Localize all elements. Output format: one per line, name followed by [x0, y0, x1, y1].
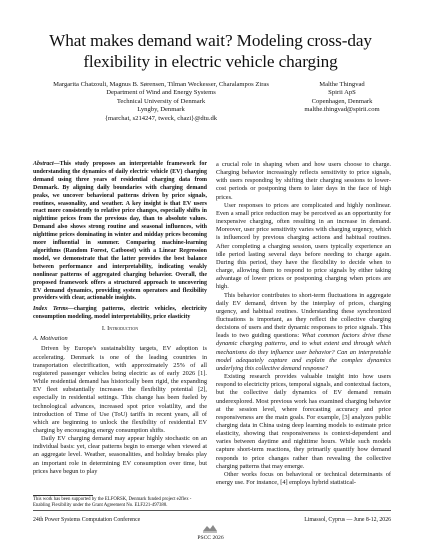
author-organization: Spirii ApS [328, 89, 356, 97]
author-names: Margarita Chatzouli, Magnus B. Sørensen, Tilman Weckesser, Charalampos Ziras [53, 81, 269, 88]
footnote-divider [33, 495, 93, 496]
index-terms-text: —charging patterns, electric vehicles, electricity consumption modeling, model interpretability, price elasticity [33, 306, 207, 321]
author-city: Copenhagen, Denmark [311, 97, 373, 105]
author-block-spirii [293, 81, 391, 115]
subsection-heading-motivation: A. Motivation [33, 335, 68, 343]
author-block-dtu [38, 81, 284, 123]
index-terms-label: Index Terms [33, 306, 68, 313]
paragraph: User responses to prices are complicated and highly nonlinear. Even a small price reduction may be perceived as an opportunity for inexpensive charging, often resulting in an increase in demand. Moreover, user price sensitivity varies with charging urgency, which is influenced by previous charging actions and habitual routines. After completing a charging session, users typically experience an idle period lasting several days before needing to charge again. During this period, they have the flexibility to decide when to charge, allowing them to respond to price signals by either taking advantage of lower prices or postponing charging when prices are high. [216, 201, 391, 291]
paragraph: Existing research provides valuable insight into how users respond to electricity prices, temporal signals, and contextual factors, but the collective daily dynamics of EV demand remain underexplored. Most previous work has examined charging behavior at the session level, where forecasting accuracy and price responsiveness are the main goals. For example, [3] analyzes public charging data in China using deep learning models to estimate price elasticity, showing that responsiveness is context-dependent and varies between daytime and nighttime hours. While such models capture short-term reactions, they primarily quantify how demand responds to price changes rather than revealing the collective charging patterns that may emerge. [216, 373, 391, 470]
abstract [33, 161, 207, 303]
conference-location: Limassol, Cyprus — June 8-12, 2026 [304, 517, 391, 523]
research-questions: What common factors drive these dynamic charging patterns, and to what extent and through which mechanisms do they influence user behavior? Can an interpretable model adequately capture and explain the complex dynamics underlying this collective demand response? [216, 332, 391, 372]
author-email: malthe.thingvad@spirii.com [304, 106, 380, 114]
paragraph: Driven by Europe's sustainability targets, EV adoption is accelerating. Denmark is one of the leading countries in transportation electrification, with approximately 25% of all registered passenger vehicles being electric as of early 2026 [1]. While residential demand has historically been rigid, the expanding EV fleet substantially increases the flexibility potential [2], especially in residential settings. This change has been fueled by technological advances, increased spot price volatility, and the introduction of Time of Use (ToU) tariffs in recent years, all of which are beginning to unlock the flexibility of residential EV charging by encouraging energy consumption shifts. [33, 345, 207, 434]
author-name: Malthe Thingvad [319, 81, 365, 88]
conference-name: 24th Power Systems Computation Conference [33, 517, 141, 523]
title-line-2: flexibility in electric vehicle charging [83, 52, 338, 71]
title-line-1: What makes demand wait? Modeling cross-day [49, 31, 372, 50]
abstract-label: Abstract— [33, 161, 60, 167]
paragraph [216, 292, 391, 374]
author-organization: Technical University of Denmark [116, 97, 206, 105]
author-city: Lyngby, Denmark [137, 106, 185, 114]
author-department: Department of Wind and Energy Systems [106, 89, 216, 97]
footer-pscc: PSCC 2026 [197, 535, 224, 541]
paper-title [20, 30, 401, 72]
footer-divider [33, 510, 391, 511]
left-column [33, 161, 207, 476]
paragraph: Daily EV charging demand may appear highly stochastic on an individual basis: yet, clear patterns begin to emerge when viewed at an aggregate level. Weather, seasonalities, and holiday breaks play an important role in determining EV consumption over time, but prices have begun to play [33, 435, 207, 475]
index-terms [33, 306, 207, 322]
abstract-text: This study proposes an interpretable framework for understanding the dynamics of daily electric vehicle (EV) charging demand using three years of residential charging data from Denmark. By aligning daily boundaries with charging demand peaks, we uncover behavioral patterns driven by price signals, routines, seasonality, and weather. A key insight is that EV users react more consistently to relative price changes, especially shifts in nighttime prices from the previous day, than to absolute values. Demand also shows strong routine and seasonal influences, with nighttime prices dominating in winter and midday prices becoming more influential in summer. Comparing machine-learning algorithms (Random Forest, Catboost) with a Linear Regression model, we demonstrate that the latter provides the best balance between performance and interpretability, indicating weakly nonlinear patterns of aggregated charging behavior. Overall, the proposed framework offers a structured approach to uncovering EV demand dynamics, providing system operators and flexibility providers with clear, actionable insights. [33, 161, 207, 302]
author-email: {marchat, s214247, tweck, chazi}@dtu.dk [104, 114, 218, 122]
section-heading-introduction: I. Introduction [101, 325, 139, 333]
paragraph-text: This behavior contributes to short-term fluctuations in aggregate daily EV demand, driven by the interplay of prices, charging urgency, and habitual routines. Understanding these synchronized fluctuations is important, as they reflect the collective charging decisions of users and their dynamic responses to price signals. This leads to two guiding questions: [216, 291, 391, 340]
right-column [216, 161, 391, 487]
paragraph: Other works focus on behavioral or technical determinants of energy use. For instance, [4] employs hybrid statistical- [216, 470, 391, 487]
paragraph: a crucial role in shaping when and how users choose to charge. Charging behavior increasingly reflects sensitivity to price signals, with users responding by shifting their charging sessions to lower-cost periods or postponing them to later days in the face of high prices. [216, 161, 391, 201]
footnote: This work has been supported by the ELFORSK, Denmark funded project e2flex - Enabling Flexibility under the Grant Agreement No. ELF221-497388. [33, 497, 192, 508]
pscc-logo-icon [202, 524, 218, 533]
